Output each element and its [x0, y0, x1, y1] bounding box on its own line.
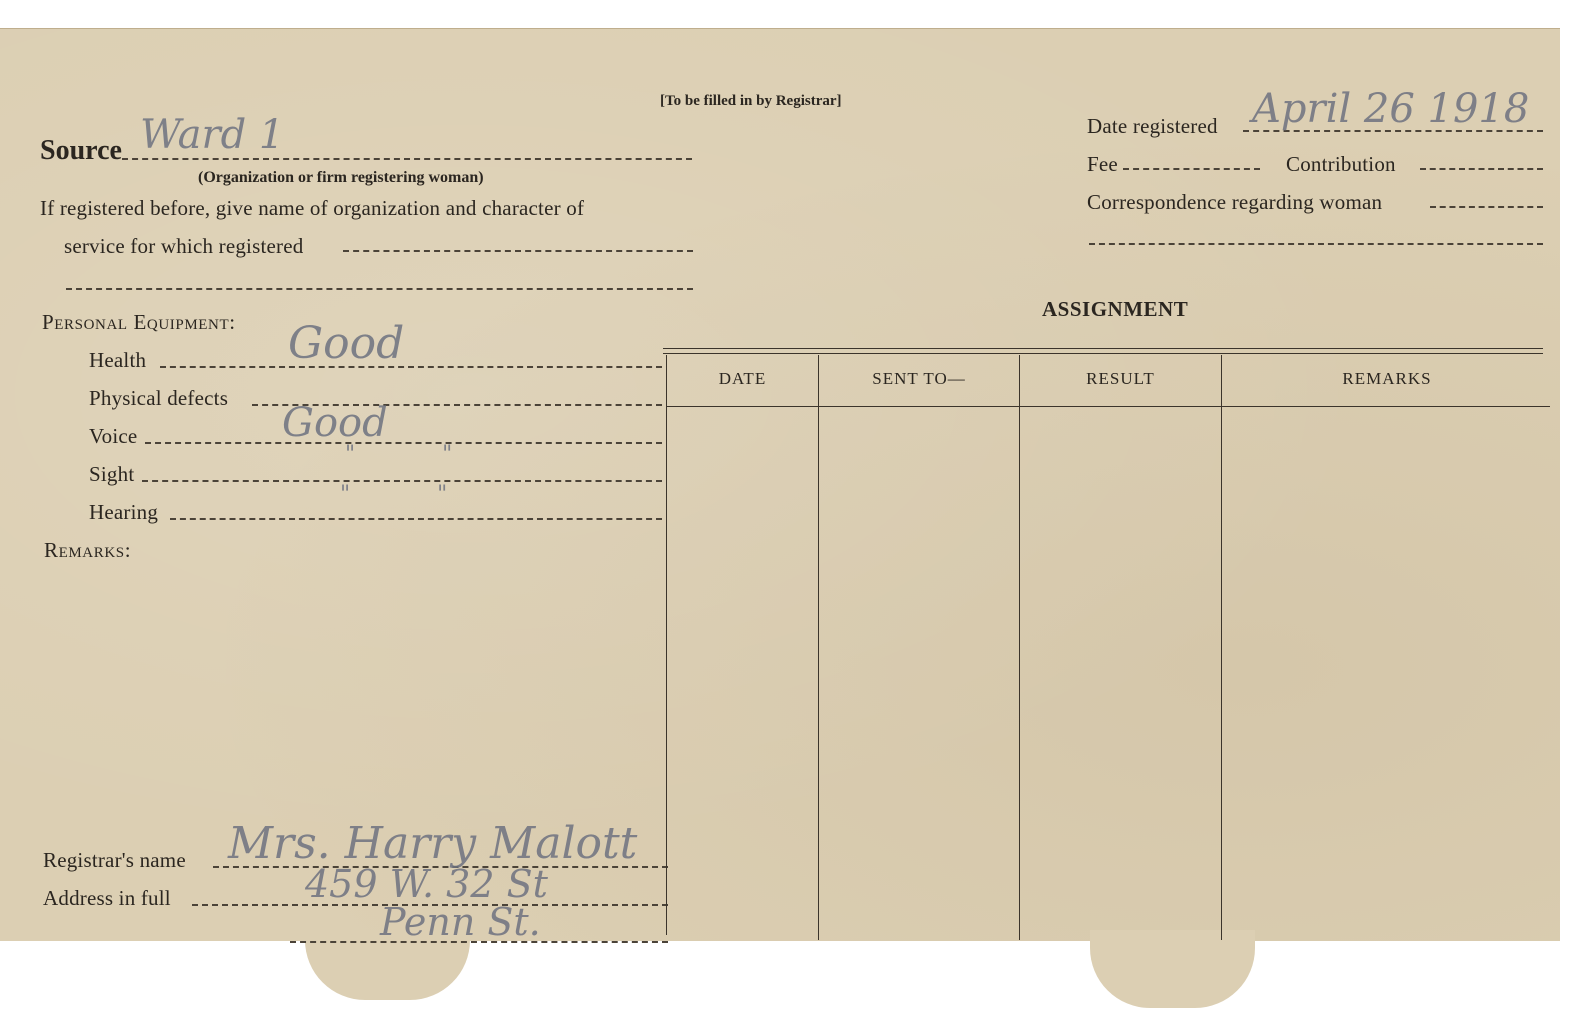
assignment-col-line-1 [666, 355, 667, 935]
address-handwriting-2: Penn St. [380, 900, 541, 944]
source-caption: (Organization or firm registering woman) [198, 169, 484, 186]
personal-equipment-label: Personal Equipment: [42, 310, 236, 334]
voice-label: Voice [89, 424, 138, 448]
address-handwriting-1: 459 W. 32 St [305, 862, 548, 906]
assignment-col-result: RESULT [1086, 369, 1155, 388]
correspondence-leader [1430, 206, 1543, 208]
registrar-name-label: Registrar's name [43, 848, 186, 872]
source-leader [122, 158, 692, 160]
physical-defects-label: Physical defects [89, 386, 229, 410]
correspondence-label: Correspondence regarding woman [1087, 190, 1383, 214]
fee-label: Fee [1087, 152, 1118, 176]
assignment-title: ASSIGNMENT [1042, 297, 1189, 321]
service-leader-2 [66, 288, 693, 290]
contribution-leader [1420, 168, 1543, 170]
sight-handwriting: " " [345, 442, 493, 467]
date-registered-handwriting: April 26 1918 [1252, 86, 1530, 132]
registered-before-label: If registered before, give name of organization and character of [40, 196, 585, 220]
assignment-rule-top [663, 348, 1543, 349]
source-handwriting: Ward 1 [140, 112, 285, 158]
assignment-col-line-3 [1019, 355, 1020, 940]
source-label: Source [40, 135, 122, 166]
assignment-col-remarks: REMARKS [1342, 369, 1432, 388]
registrar-name-handwriting: Mrs. Harry Malott [228, 818, 638, 869]
registrar-note: [To be filled in by Registrar] [660, 93, 842, 109]
correspondence-leader-2 [1089, 243, 1543, 245]
assignment-col-date: DATE [718, 369, 767, 388]
hearing-handwriting: " " [340, 482, 488, 507]
hearing-leader [170, 518, 662, 520]
health-handwriting: Good [288, 318, 405, 369]
health-label: Health [89, 348, 147, 372]
fee-leader [1123, 168, 1260, 170]
assignment-col-line-4 [1221, 355, 1222, 940]
service-label: service for which registered [64, 234, 304, 258]
health-leader [160, 366, 662, 368]
contribution-label: Contribution [1286, 152, 1396, 176]
assignment-col-sent-to: SENT TO— [872, 369, 966, 388]
remarks-label: Remarks: [44, 538, 132, 562]
assignment-header-rule [667, 406, 1550, 407]
assignment-rule-top-2 [663, 353, 1543, 354]
sight-label: Sight [89, 462, 135, 486]
hearing-label: Hearing [89, 500, 159, 524]
service-leader [343, 250, 693, 252]
voice-handwriting: Good [282, 400, 388, 446]
date-registered-label: Date registered [1087, 114, 1218, 138]
address-label: Address in full [43, 886, 171, 910]
assignment-col-line-2 [818, 355, 819, 940]
card-tab-right [1090, 930, 1255, 1008]
